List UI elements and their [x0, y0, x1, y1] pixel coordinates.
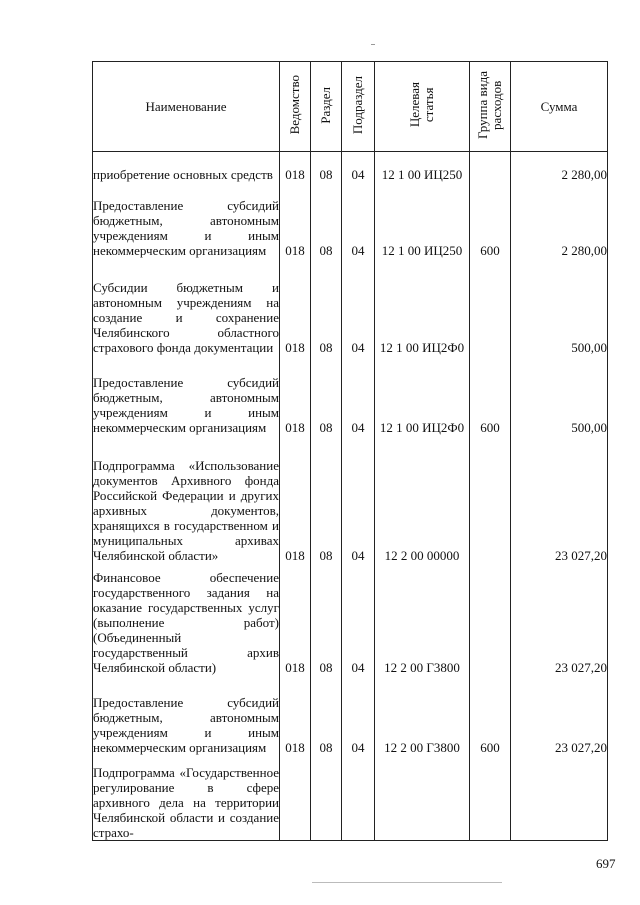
row-name: Предоставление субсидий бюджетным, автономным учреждениям и иным некоммерческим организациям: [93, 675, 280, 755]
row-group: [470, 258, 511, 355]
row-name: Подпрограмма «Использование документов Архивного фонда Российской Федерации и других архивных документов, хранящихся в государственном и муниципальных архивах Челябинской области»: [93, 435, 280, 563]
row-target: 12 1 00 ИЦ2Ф0: [375, 258, 470, 355]
row-sum: 23 027,20: [511, 435, 608, 563]
row-razdel: [311, 755, 342, 841]
row-name: приобретение основных средств: [93, 152, 280, 183]
row-sum: 23 027,20: [511, 563, 608, 675]
header-podrazdel: Подраздел: [342, 62, 375, 152]
header-target: Целевая статья: [375, 62, 470, 152]
row-razdel: 08: [311, 258, 342, 355]
row-group: [470, 755, 511, 841]
row-name: Подпрограмма «Государственное регулирование в сфере архивного дела на территории Челябинской области и создание страхо-: [93, 755, 280, 841]
row-podrazdel: 04: [342, 355, 375, 435]
row-name: Предоставление субсидий бюджетным, автономным учреждениям и иным некоммерческим организациям: [93, 182, 280, 258]
row-podrazdel: 04: [342, 152, 375, 183]
table-row: [93, 258, 608, 355]
row-vedomstvo: 018: [280, 435, 311, 563]
row-name: Субсидии бюджетным и автономным учреждениям на создание и сохранение Челябинского областного страхового фонда документации: [93, 258, 280, 355]
table-row: [93, 355, 608, 435]
row-sum: 23 027,20: [511, 675, 608, 755]
row-name: Финансовое обеспечение государственного задания на оказание государственных услуг (выполнение работ) (Объединенный государственный архив Челябинской области): [93, 563, 280, 675]
header-name: Наименование: [93, 62, 280, 152]
row-sum: 500,00: [511, 355, 608, 435]
row-vedomstvo: 018: [280, 355, 311, 435]
scan-mark: [371, 44, 375, 45]
row-sum: 2 280,00: [511, 182, 608, 258]
header-vedomstvo: Ведомство: [280, 62, 311, 152]
table-row: [93, 182, 608, 258]
row-target: 12 2 00 Г3800: [375, 563, 470, 675]
row-razdel: 08: [311, 355, 342, 435]
row-podrazdel: 04: [342, 435, 375, 563]
header-sum: Сумма: [511, 62, 608, 152]
table-row: [93, 755, 608, 841]
row-vedomstvo: 018: [280, 152, 311, 183]
table-row: [93, 675, 608, 755]
header-group: Группа вида расходов: [470, 62, 511, 152]
row-razdel: 08: [311, 152, 342, 183]
row-sum: [511, 755, 608, 841]
page-number: 697: [596, 856, 616, 871]
row-podrazdel: [342, 755, 375, 841]
row-name: Предоставление субсидий бюджетным, автономным учреждениям и иным некоммерческим организациям: [93, 355, 280, 435]
row-razdel: 08: [311, 435, 342, 563]
row-vedomstvo: 018: [280, 675, 311, 755]
row-razdel: 08: [311, 182, 342, 258]
row-group: 600: [470, 355, 511, 435]
row-group: [470, 563, 511, 675]
header-razdel: Раздел: [311, 62, 342, 152]
row-group: 600: [470, 675, 511, 755]
row-razdel: 08: [311, 563, 342, 675]
row-podrazdel: 04: [342, 563, 375, 675]
row-sum: 500,00: [511, 258, 608, 355]
footer-line: [312, 882, 502, 883]
row-podrazdel: 04: [342, 675, 375, 755]
row-sum: 2 280,00: [511, 152, 608, 183]
row-vedomstvo: [280, 755, 311, 841]
row-target: 12 1 00 ИЦ250: [375, 152, 470, 183]
row-target: 12 2 00 00000: [375, 435, 470, 563]
row-group: [470, 435, 511, 563]
row-vedomstvo: 018: [280, 563, 311, 675]
budget-table: [92, 61, 608, 841]
header-row: [93, 62, 608, 152]
row-vedomstvo: 018: [280, 258, 311, 355]
table-row: [93, 563, 608, 675]
row-group: [470, 152, 511, 183]
row-podrazdel: 04: [342, 258, 375, 355]
row-podrazdel: 04: [342, 182, 375, 258]
row-target: 12 1 00 ИЦ250: [375, 182, 470, 258]
row-target: 12 1 00 ИЦ2Ф0: [375, 355, 470, 435]
row-group: 600: [470, 182, 511, 258]
table-row: [93, 152, 608, 183]
row-razdel: 08: [311, 675, 342, 755]
row-target: [375, 755, 470, 841]
row-target: 12 2 00 Г3800: [375, 675, 470, 755]
row-vedomstvo: 018: [280, 182, 311, 258]
table-row: [93, 435, 608, 563]
